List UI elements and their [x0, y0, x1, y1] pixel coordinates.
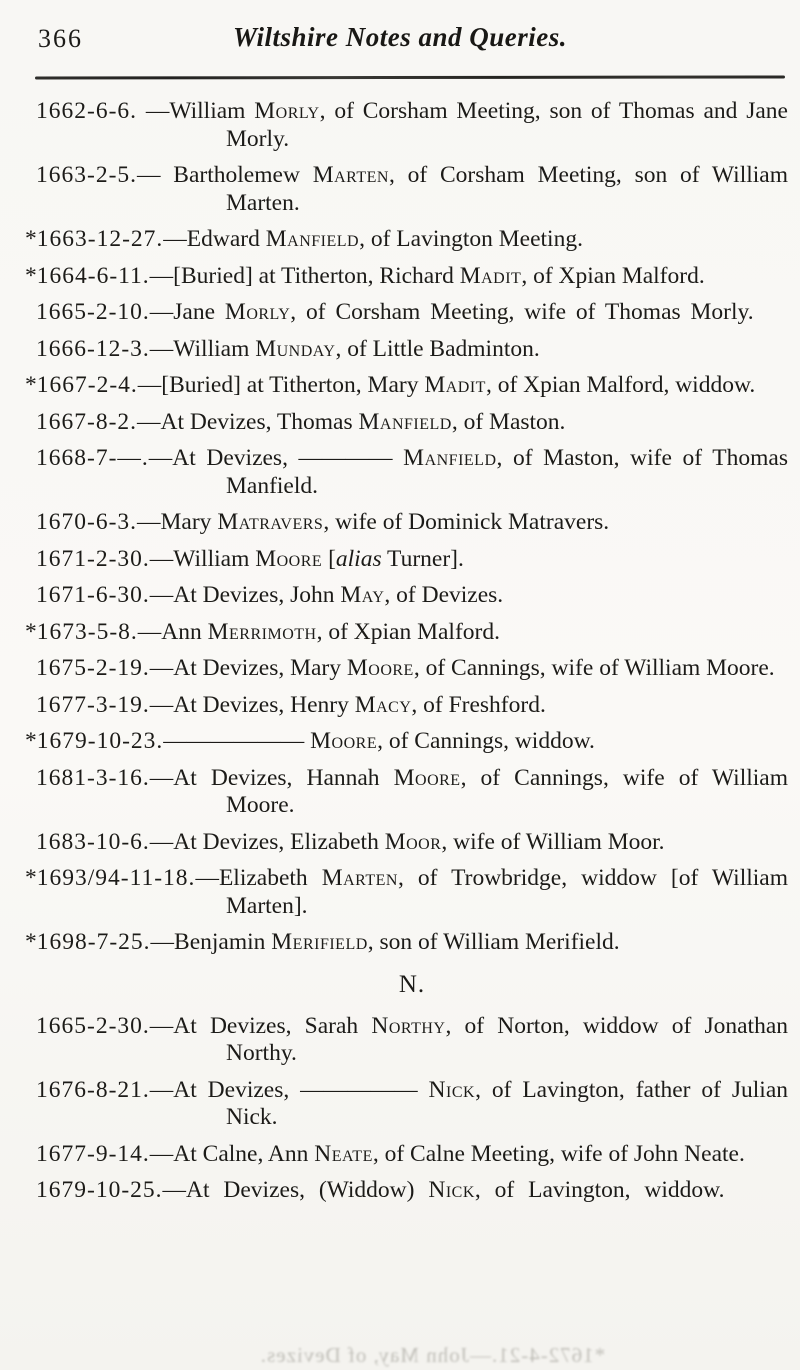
surname: Moore	[310, 728, 378, 754]
surname: Manfield	[403, 445, 497, 471]
entry-text: —At Devizes, Thomas	[137, 408, 359, 435]
surname: Marten	[321, 865, 398, 891]
entry-text: , of Norton, widdow of Jonathan Northy.	[226, 1012, 789, 1066]
bleed-through-text: *1672-4-21.—John May, of Devizes.	[259, 1343, 606, 1367]
entry-date: 1698-7-25.	[36, 929, 151, 955]
entry-text: —At Devizes, John	[149, 582, 341, 608]
entry-text: alias	[335, 545, 382, 572]
page-header	[0, 20, 800, 60]
burial-entries-section-n	[36, 1013, 788, 1205]
surname: Moor	[384, 828, 442, 855]
entry-text: —At Devizes, —————	[149, 1076, 429, 1103]
record-entry	[25, 728, 788, 756]
record-entry	[25, 929, 788, 957]
entry-text: , of Maston, wife of Thomas Manfield.	[226, 445, 788, 499]
entry-date: 1677-9-14.	[36, 1140, 150, 1167]
record-entry	[36, 829, 788, 857]
entry-text: Turner].	[381, 545, 464, 572]
record-entry	[36, 1141, 788, 1169]
record-entry	[36, 336, 788, 364]
entry-text: [	[322, 545, 336, 572]
surname: Manfield	[265, 226, 360, 252]
entry-text: , of Xpian Malford.	[521, 262, 705, 289]
entry-text: ——————	[163, 728, 311, 754]
surname: Munday	[255, 335, 336, 362]
asterisk-marker: *	[25, 618, 37, 645]
entry-text: —Jane	[149, 299, 225, 325]
entry-date: 1667-8-2.	[36, 408, 138, 435]
surname: Northy	[371, 1012, 446, 1039]
entry-text: , of Xpian Malford, widdow.	[485, 372, 756, 398]
entry-text: , son of William Merifield.	[367, 929, 620, 955]
section-heading-n: N.	[398, 970, 426, 998]
entry-date: 1693/94-11-18.	[36, 865, 196, 891]
asterisk-marker: *	[25, 929, 37, 955]
record-entry	[36, 546, 788, 574]
entry-text: —[Buried] at Titherton, Richard	[149, 262, 460, 289]
record-entry	[36, 692, 788, 720]
entry-text: —Mary	[137, 509, 218, 535]
entry-text: , of Lavington, father of Julian Nick.	[226, 1076, 788, 1130]
record-entry	[36, 582, 788, 610]
entry-text: , of Freshford.	[411, 691, 546, 718]
entry-text: , of Cannings, widdow.	[377, 728, 595, 754]
record-entry	[25, 262, 788, 291]
surname: Morly	[224, 299, 291, 325]
record-entry	[36, 98, 788, 153]
record-entry	[25, 372, 788, 400]
entry-text: , of Xpian Malford.	[316, 618, 500, 645]
entry-date: 1663-2-5.	[36, 162, 138, 188]
entry-date: 1663-12-27.	[36, 226, 164, 252]
entry-text: , wife of Dominick Matravers.	[323, 509, 610, 535]
entry-text: , of Calne Meeting, wife of John Neate.	[372, 1140, 745, 1167]
entry-text: —At Devizes, Henry	[149, 691, 355, 718]
entry-text: —William	[149, 545, 256, 572]
entry-text: , of Trowbridge, widdow [of William Marten].	[226, 865, 788, 919]
surname: Moore	[393, 764, 461, 791]
entry-text: —William	[149, 335, 256, 362]
entry-date: 1666-12-3.	[36, 335, 150, 362]
entry-text: —At Devizes, Hannah	[149, 764, 394, 791]
asterisk-marker: *	[25, 262, 37, 289]
surname: Marten	[312, 162, 389, 188]
record-entry	[25, 865, 788, 920]
record-entry	[25, 618, 788, 647]
record-entry	[36, 409, 788, 437]
record-entry	[36, 1077, 788, 1132]
entry-text: —At Devizes, ————	[148, 445, 404, 471]
entry-text: , of Cannings, wife of William Moore.	[226, 764, 788, 818]
entry-date: 1671-2-30.	[36, 545, 150, 572]
entry-date: 1665-2-30.	[36, 1012, 150, 1039]
record-entry	[36, 1177, 788, 1205]
burial-entries-section-m	[25, 98, 789, 957]
record-entry	[36, 1013, 788, 1068]
entry-date: 1677-3-19.	[36, 691, 150, 718]
record-entry	[36, 445, 788, 500]
entry-text: , of Lavington, widdow.	[474, 1177, 725, 1203]
entry-date: 1676-8-21.	[36, 1076, 150, 1103]
surname: Nick	[428, 1076, 476, 1103]
entry-date: 1683-10-6.	[36, 828, 150, 855]
surname: Matravers	[217, 509, 324, 535]
record-entry	[36, 299, 788, 327]
entry-date: 1673-5-8.	[36, 618, 138, 645]
entry-text: —At Devizes, (Widdow)	[162, 1177, 429, 1203]
entry-text: —Edward	[163, 226, 266, 252]
asterisk-marker: *	[25, 226, 37, 252]
entry-text: , of Devizes.	[384, 582, 504, 608]
entry-text: , wife of William Moor.	[441, 828, 665, 855]
entry-text: , of Little Badminton.	[335, 335, 540, 362]
page-content	[25, 98, 789, 1214]
asterisk-marker: *	[25, 865, 37, 891]
entry-text: , of Maston.	[451, 408, 566, 435]
entry-text: , of Lavington Meeting.	[359, 226, 583, 252]
page-title: Wiltshire Notes and Queries.	[232, 22, 568, 52]
entry-text: —At Devizes, Mary	[149, 655, 347, 681]
surname: Macy	[354, 691, 412, 718]
entry-date: 1675-2-19.	[36, 655, 150, 681]
header-rule	[35, 75, 785, 79]
entry-text: , of Corsham Meeting, wife of Thomas Morly.	[290, 299, 754, 325]
surname: Morly	[254, 98, 320, 124]
surname: Neate	[314, 1140, 373, 1167]
asterisk-marker: *	[25, 728, 37, 754]
entry-text: —At Calne, Ann	[149, 1140, 315, 1167]
surname: Manfield	[358, 408, 452, 435]
entry-text: —At Devizes, Elizabeth	[149, 828, 385, 855]
surname: Moore	[346, 655, 414, 681]
entry-date: 1665-2-10.	[36, 299, 150, 325]
entry-date: 1662-6-6.	[36, 98, 138, 124]
entry-date: 1664-6-11.	[36, 262, 150, 289]
entry-text: —At Devizes, Sarah	[149, 1012, 372, 1039]
entry-text: —William	[137, 98, 255, 124]
surname: May	[340, 582, 385, 608]
page-number: 366	[38, 24, 83, 53]
entry-text: —[Buried] at Titherton, Mary	[137, 372, 425, 398]
entry-text: , of Corsham Meeting, son of William Marten.	[226, 162, 789, 216]
surname: Merrimoth	[207, 618, 317, 645]
surname: Nick	[428, 1177, 475, 1203]
surname: Madit	[424, 372, 486, 398]
surname: Merifield	[271, 929, 368, 955]
entry-text: , of Cannings, wife of William Moore.	[413, 655, 775, 681]
entry-text: — Bartholemew	[137, 162, 313, 188]
entry-date: 1668-7-—.	[36, 445, 149, 471]
record-entry	[36, 765, 788, 820]
entry-text: —Ann	[137, 618, 208, 645]
surname: Madit	[459, 262, 522, 289]
surname: Moore	[255, 545, 323, 572]
record-entry	[36, 655, 788, 683]
entry-text: —Benjamin	[150, 929, 272, 955]
asterisk-marker: *	[25, 372, 37, 398]
record-entry	[25, 226, 788, 254]
record-entry	[36, 162, 788, 217]
entry-date: 1679-10-25.	[36, 1177, 163, 1203]
entry-text: , of Corsham Meeting, son of Thomas and Jane Morly.	[226, 98, 788, 152]
entry-date: 1670-6-3.	[36, 509, 138, 535]
entry-text: —Elizabeth	[195, 865, 322, 891]
entry-date: 1671-6-30.	[36, 582, 150, 608]
entry-date: 1679-10-23.	[36, 728, 164, 754]
record-entry	[36, 509, 788, 537]
entry-date: 1681-3-16.	[36, 764, 150, 791]
entry-date: 1667-2-4.	[36, 372, 138, 398]
